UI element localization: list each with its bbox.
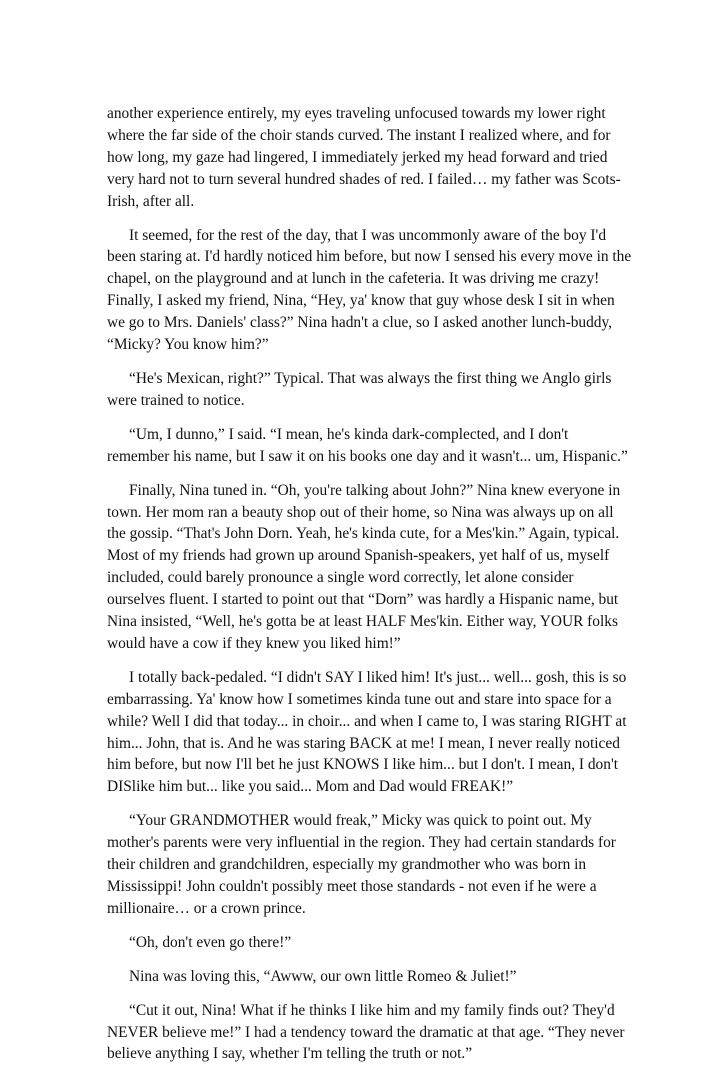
paragraph: “Your GRANDMOTHER would freak,” Micky was quick to point out. My mother's parents were very influential in the region. They had certain standards for their children and grandchildren, especially my grandmother who was born in Mississippi! John couldn't possibly meet those standards - not even if he were a millionaire… or a crown prince.: [107, 812, 616, 917]
paragraph: “Oh, don't even go there!”: [129, 933, 292, 951]
paragraph: “Um, I dunno,” I said. “I mean, he's kinda dark-complected, and I don't remember his name, but I saw it on his books one day and it wasn't... um, Hispanic.”: [107, 425, 628, 465]
paragraph: It seemed, for the rest of the day, that I was uncommonly aware of the boy I'd been staring at. I'd hardly noticed him before, but now I sensed his every move in the chapel, on the playground and at lunch in the cafeteria. It was driving me crazy! Finally, I asked my friend, Nina, “Hey, ya' know that guy whose desk I sit in when we go to Mrs. Daniels' class?” Nina hadn't a clue, so I asked another lunch-buddy, “Micky? You know him?”: [107, 226, 632, 354]
paragraph: another experience entirely, my eyes traveling unfocused towards my lower right where the far side of the choir stands curved. The instant I realized where, and for how long, my gaze had lingered, I immediately jerked my head forward and tried very hard not to turn several hundred shades of red. I failed… my father was Scots-Irish, after all.: [107, 105, 621, 210]
paragraph: Finally, Nina tuned in. “Oh, you're talking about John?” Nina knew everyone in town. Her mom ran a beauty shop out of their home, so Nina was always up on all the gossip. “That's John Dorn. Yeah, he's kinda cute, for a Mes'kin.” Again, typical. Most of my friends had grown up around Spanish-speakers, yet half of us, myself included, could barely pronounce a single word correctly, let alone consider ourselves fluent. I started to point out that “Dorn” was hardly a Hispanic name, but Nina insisted, “Well, he's gotta be at least HALF Mes'kin. Either way, YOUR folks would have a cow if they knew you liked him!”: [107, 481, 621, 652]
paragraph: Nina was loving this, “Awww, our own little Romeo & Juliet!”: [129, 967, 517, 985]
document-page: [107, 103, 633, 1077]
paragraph: I totally back-pedaled. “I didn't SAY I liked him! It's just... well... gosh, this is so embarrassing. Ya' know how I sometimes kinda tune out and stare into space for a while? Well I did that today... in choir... and when I came to, I was staring RIGHT at him... John, that is. And he was staring BACK at me! I mean, I never really noticed him before, but now I'll bet he just KNOWS I like him... but I don't. I mean, I don't DISlike him but... like you said... Mom and Dad would FREAK!”: [107, 668, 627, 796]
paragraph: “He's Mexican, right?” Typical. That was always the first thing we Anglo girls were trained to notice.: [107, 369, 612, 409]
paragraph: “Cut it out, Nina! What if he thinks I like him and my family finds out? They'd NEVER believe me!” I had a tendency toward the dramatic at that age. “They never believe anything I say, whether I'm telling the truth or not.”: [107, 1001, 625, 1063]
